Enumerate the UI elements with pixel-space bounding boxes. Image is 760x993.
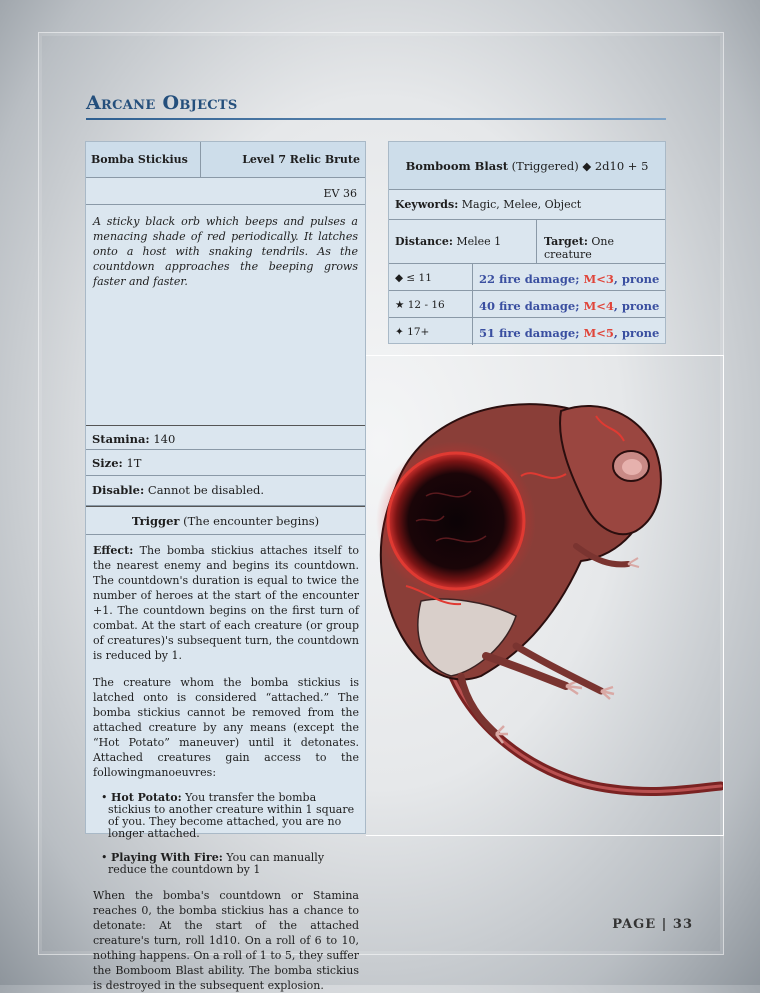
trigger-row: [86, 506, 365, 535]
keywords-label: Keywords:: [395, 198, 459, 211]
attached-paragraph: The creature whom the bomba stickius is latched onto is considered “attached.” The bomba stickius cannot be removed from the attached creature by any means (except the “Hot Potato” maneuver) until it detonates. Attached creatures gain access to the followingmanoeuvres:: [93, 676, 359, 779]
target-label: Target:: [544, 235, 588, 248]
creature-level-role: Level 7 Relic Brute: [201, 142, 365, 177]
trigger-label: Trigger: [131, 514, 180, 528]
stat-block: [85, 141, 366, 992]
distance-cell: [389, 220, 537, 263]
tier-might: M<5: [583, 326, 614, 340]
maneuver-name: Hot Potato:: [111, 791, 182, 804]
tier-damage: 40 fire damage;: [479, 299, 580, 313]
ability-type: (Triggered): [511, 159, 579, 173]
stat-header: [86, 142, 365, 178]
tier-effect: , prone: [613, 272, 660, 286]
distance-target-row: [389, 220, 665, 264]
effect-paragraph: [93, 543, 359, 663]
maneuver-name: Playing With Fire:: [111, 851, 223, 864]
tier-might: M<4: [583, 299, 614, 313]
tier-result: [473, 264, 665, 290]
disable-row: [86, 476, 365, 506]
target-cell: [537, 220, 665, 263]
tier-key: ✦ 17+: [389, 318, 473, 345]
rat-illustration-svg: [366, 356, 723, 835]
size-label: Size:: [92, 456, 123, 470]
maneuver-item: • Hot Potato: You transfer the bomba stickius to another creature within 1 square of you. They become attached, you are no longer attached.: [101, 791, 355, 840]
size-row: [86, 450, 365, 476]
distance-label: Distance:: [395, 235, 453, 248]
keywords-row: [389, 190, 665, 220]
disable-value: Cannot be disabled.: [147, 483, 265, 497]
title-rule: [86, 118, 666, 120]
creature-description: A sticky black orb which beeps and pulses a menacing shade of red periodically. It latches onto a host with snaking tendrils. As the countdown approaches the beeping grows faster and faster.: [93, 215, 358, 288]
effect-text: The bomba stickius attaches itself to the nearest enemy and begins its countdown. The countdown's duration is equal to twice the number of heroes at the start of the encounter +1. The countdown begins on the first turn of combat. At the start of each creature (or group of creatures)'s subsequent turn, the countdown is reduced by 1.: [93, 544, 359, 662]
tier-key: ★ 12 - 16: [389, 291, 473, 317]
tier-result: [473, 318, 665, 345]
tier-damage: 51 fire damage;: [479, 326, 580, 340]
detonate-paragraph: When the bomba's countdown or Stamina reaches 0, the bomba stickius has a chance to detonate: At the start of the attached creature's turn, roll 1d10. On a roll of 6 to 10, nothing happens. On a roll of 1 to 5, they suffer the Bomboom Blast ability. The bomba stickius is destroyed in the subsequent explosion.: [93, 889, 359, 992]
stamina-row: [86, 425, 365, 450]
tier-row-2: [389, 291, 665, 318]
tier-might: M<3: [583, 272, 614, 286]
maneuver-text: You transfer the bomba stickius to another creature within 1 square of you. They become attached, you are no longer attached.: [108, 791, 355, 840]
tier-result: [473, 291, 665, 317]
size-value: 1T: [126, 456, 142, 470]
effect-label: Effect:: [93, 544, 134, 557]
tier-row-1: [389, 264, 665, 291]
maneuver-text: You can manually reduce the countdown by 1: [108, 851, 325, 876]
stamina-label: Stamina:: [92, 432, 150, 446]
distance-value: Melee 1: [456, 235, 502, 248]
maneuver-item: • Playing With Fire: You can manually reduce the countdown by 1: [101, 851, 325, 876]
ability-block: [388, 141, 666, 344]
maneuver-list: [93, 792, 359, 876]
encounter-value: EV 36: [86, 178, 365, 205]
ability-header: [389, 142, 665, 190]
page-number: PAGE | 33: [612, 917, 693, 932]
ability-roll: ◆ 2d10 + 5: [582, 159, 649, 173]
ability-name: Bomboom Blast: [405, 159, 509, 173]
tier-key: ◆ ≤ 11: [389, 264, 473, 290]
creature-name: Bomba Stickius: [86, 142, 201, 177]
rat-bomb-illustration: [366, 355, 724, 836]
target-value: One creature: [544, 235, 615, 261]
keywords-value: Magic, Melee, Object: [461, 198, 582, 211]
tier-damage: 22 fire damage;: [479, 272, 580, 286]
trigger-value: (The encounter begins): [183, 514, 320, 528]
stamina-value: 140: [153, 432, 176, 446]
tier-row-3: [389, 318, 665, 345]
tier-effect: , prone: [613, 326, 660, 340]
disable-label: Disable:: [92, 483, 145, 497]
effect-section: [86, 535, 365, 992]
page-title: Arcane Objects: [86, 92, 238, 114]
tier-effect: , prone: [613, 299, 660, 313]
